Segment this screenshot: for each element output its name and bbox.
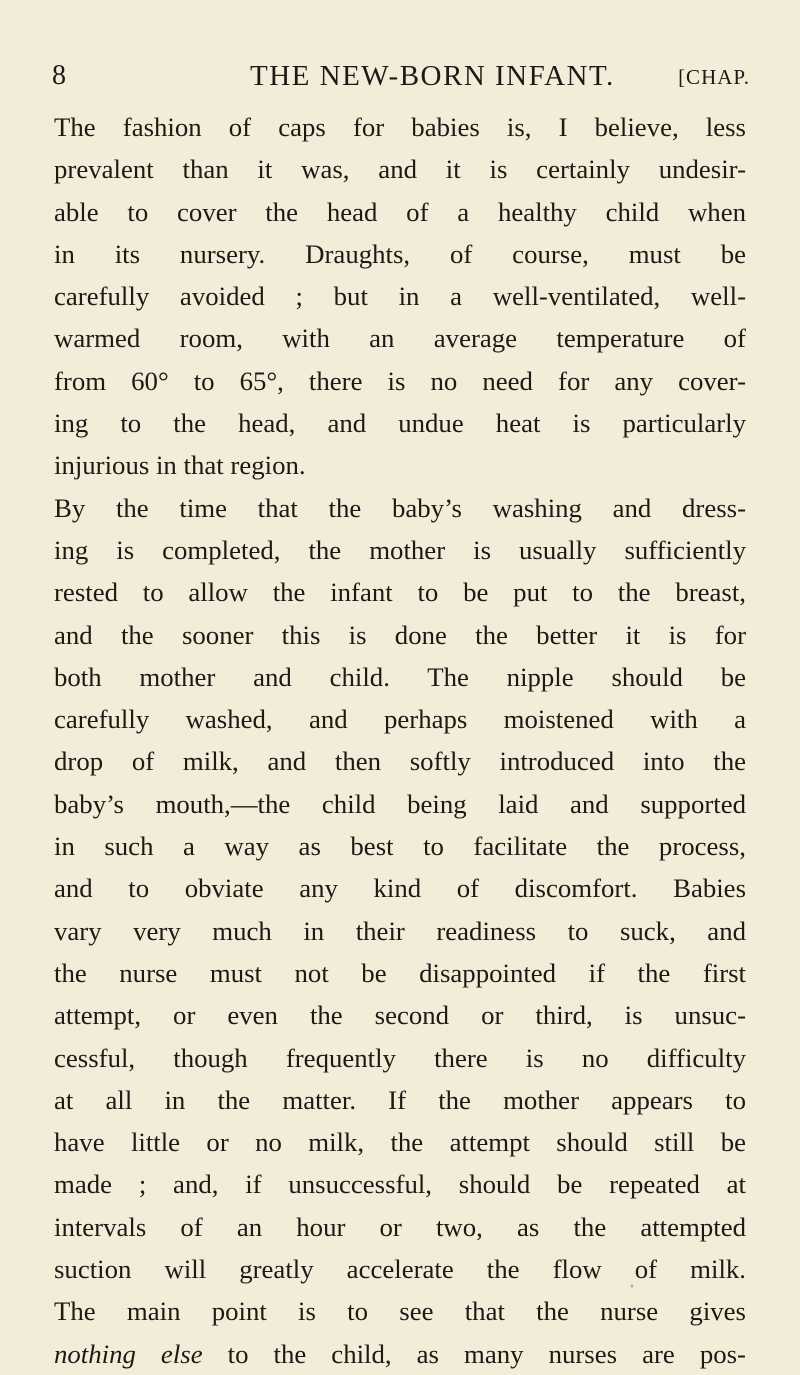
text-line: vary very much in their readiness to suck, and — [54, 915, 746, 946]
text-line: have little or no milk, the attempt should still be — [54, 1127, 746, 1158]
text-line: and to obviate any kind of discomfort. Babies — [54, 873, 746, 904]
text-line: carefully avoided ; but in a well-ventilated, well- — [54, 281, 746, 312]
text-line: attempt, or even the second or third, is unsuc- — [54, 1000, 746, 1031]
emphasized-text: nothing else — [54, 1338, 203, 1369]
text-line: baby’s mouth,—the child being laid and supported — [54, 788, 746, 819]
body-text — [54, 106, 746, 1375]
text-line: suction will greatly accelerate the flow of milk. — [54, 1254, 746, 1285]
text-line: warmed room, with an average temperature of — [54, 323, 746, 354]
text-line: the nurse must not be disappointed if the first — [54, 957, 746, 988]
text-line: made ; and, if unsuccessful, should be repeated at — [54, 1169, 746, 1200]
text-line: ing is completed, the mother is usually sufficiently — [54, 534, 746, 565]
page-number: 8 — [52, 60, 67, 91]
page-header — [52, 60, 756, 100]
final-line-rest: to the child, as many nurses are pos- — [202, 1338, 746, 1369]
text-line: carefully washed, and perhaps moistened with a — [54, 704, 746, 735]
text-line: in such a way as best to facilitate the process, — [54, 831, 746, 862]
text-line: The fashion of caps for babies is, I believe, less — [54, 112, 746, 142]
text-line: prevalent than it was, and it is certainly undesir- — [54, 154, 746, 185]
running-head: THE NEW-BORN INFANT. — [250, 60, 615, 92]
text-line: By the time that the baby’s washing and dress- — [54, 492, 746, 523]
text-line: from 60° to 65°, there is no need for any cover- — [54, 365, 746, 396]
text-line: cessful, though frequently there is no difficulty — [54, 1042, 746, 1073]
text-line: rested to allow the infant to be put to the breast, — [54, 577, 746, 608]
text-line: injurious in that region. — [54, 450, 306, 481]
text-line: in its nursery. Draughts, of course, must be — [54, 238, 746, 269]
chapter-mark: [CHAP. — [678, 65, 750, 89]
text-line: at all in the matter. If the mother appears to — [54, 1084, 746, 1115]
text-line: and the sooner this is done the better it is for — [54, 619, 746, 650]
final-text-line — [54, 1333, 746, 1375]
text-line: ing to the head, and undue heat is particularly — [54, 408, 746, 439]
text-line: drop of milk, and then softly introduced into the — [54, 746, 746, 777]
text-line: The main point is to see that the nurse gives — [54, 1296, 746, 1327]
small-ink-mark-icon: • — [629, 1282, 635, 1293]
text-line: intervals of an hour or two, as the attempted — [54, 1211, 746, 1242]
text-line: able to cover the head of a healthy child when — [54, 196, 746, 227]
text-line: both mother and child. The nipple should be — [54, 661, 746, 692]
